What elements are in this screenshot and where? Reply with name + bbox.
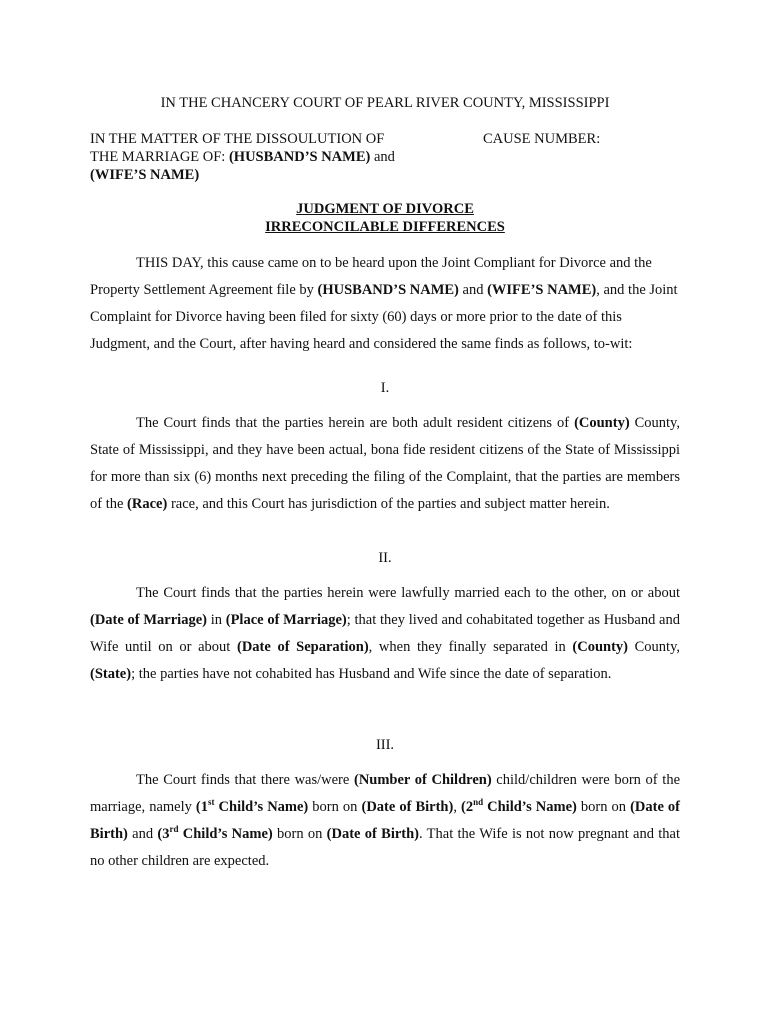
- ordinal-suffix: nd: [473, 797, 484, 807]
- section-text: and: [127, 826, 158, 842]
- section-text: born on: [576, 799, 631, 815]
- ordinal-suffix: rd: [169, 824, 179, 834]
- section-numeral-2: II.: [378, 550, 392, 566]
- section-text: born on: [272, 826, 327, 842]
- caption-line-3: [90, 166, 420, 184]
- case-caption: [90, 130, 420, 184]
- section-text: ,: [453, 799, 461, 815]
- intro-text: , and the Joint Complaint for Divorce having been filed for sixty (60) days or more prior to the date of this Judgment, and the Court, after having heard and considered the same finds as follows, to-wit:: [90, 282, 678, 352]
- section-text: , when they finally separated in: [368, 639, 573, 655]
- section-text: . That the Wife is not now pregnant and that no other children are expected.: [90, 826, 680, 869]
- judgment-title-line-1: JUDGMENT OF DIVORCE: [296, 201, 474, 217]
- placeholder-part: (2: [461, 799, 474, 815]
- intro-paragraph: [90, 250, 680, 358]
- section-text: child/children were born of the marriage, namely: [90, 772, 681, 815]
- placeholder-part: Child’s Name): [178, 826, 273, 842]
- placeholder-part: (3: [157, 826, 170, 842]
- first-child-name-placeholder: [196, 799, 308, 815]
- section-text: The Court finds that the parties herein are both adult resident citizens of: [136, 415, 575, 431]
- placeholder-part: (1: [195, 799, 209, 815]
- number-of-children-placeholder: (Number of Children): [353, 772, 492, 788]
- section-3-paragraph: [90, 767, 680, 875]
- placeholder-part: Child’s Name): [483, 799, 577, 815]
- section-numeral-3: III.: [375, 737, 395, 753]
- ordinal-suffix: st: [208, 797, 215, 807]
- third-child-name-placeholder: [157, 826, 272, 842]
- section-text: in: [206, 612, 226, 628]
- county-placeholder: (County): [572, 639, 628, 655]
- section-text: The Court finds that there was/were: [136, 772, 354, 788]
- county-placeholder: (County): [574, 415, 630, 431]
- judgment-title: [0, 200, 770, 236]
- placeholder-part: Child’s Name): [214, 799, 309, 815]
- court-heading: IN THE CHANCERY COURT OF PEARL RIVER COUNTY, MISSISSIPPI: [160, 95, 610, 111]
- place-of-marriage-placeholder: (Place of Marriage): [225, 612, 347, 628]
- section-text: The Court finds that the parties herein were lawfully married each to the other, on or about: [136, 585, 680, 601]
- intro-text: and: [458, 282, 488, 298]
- caption-line-2: [90, 148, 420, 166]
- section-text: ; the parties have not cohabited has Husband and Wife since the date of separation.: [131, 666, 612, 682]
- date-of-birth-placeholder: (Date of Birth): [90, 799, 681, 842]
- date-of-marriage-placeholder: (Date of Marriage): [90, 612, 207, 628]
- caption-and: and: [370, 149, 395, 165]
- state-placeholder: (State): [90, 666, 132, 682]
- race-placeholder: (Race): [127, 496, 168, 512]
- section-text: born on: [308, 799, 362, 815]
- date-of-birth-placeholder: (Date of Birth): [361, 799, 454, 815]
- section-text: County,: [627, 639, 681, 655]
- intro-husband-name: (HUSBAND’S NAME): [317, 282, 459, 298]
- judgment-title-line-2: IRRECONCILABLE DIFFERENCES: [265, 219, 505, 235]
- section-numeral-1: I.: [380, 380, 390, 396]
- caption-line-1: IN THE MATTER OF THE DISSOULUTION OF: [90, 131, 385, 147]
- second-child-name-placeholder: [461, 799, 577, 815]
- section-2-paragraph: [90, 580, 680, 688]
- intro-wife-name: (WIFE’S NAME): [487, 282, 597, 298]
- section-text: County, State of Mississippi, and they have been actual, bona fide resident citizens of the State of Mississippi for more than six (6) months next preceding the filing of the Complaint, that the parties are members of the: [90, 415, 680, 512]
- section-text: ; that they lived and cohabitated together as Husband and Wife until on or about: [90, 612, 680, 655]
- section-1-paragraph: [90, 410, 680, 518]
- cause-number-label: CAUSE NUMBER:: [483, 131, 601, 147]
- intro-text: THIS DAY, this cause came on to be heard upon the Joint Compliant for Divorce and the Property Settlement Agreement file by: [90, 255, 652, 298]
- caption-wife-name: (WIFE’S NAME): [90, 167, 200, 183]
- caption-marriage-of: THE MARRIAGE OF:: [90, 149, 229, 165]
- section-text: race, and this Court has jurisdiction of the parties and subject matter herein.: [167, 496, 610, 512]
- caption-husband-name: (HUSBAND’S NAME): [228, 149, 371, 165]
- date-of-separation-placeholder: (Date of Separation): [236, 639, 369, 655]
- date-of-birth-placeholder: (Date of Birth): [326, 826, 420, 842]
